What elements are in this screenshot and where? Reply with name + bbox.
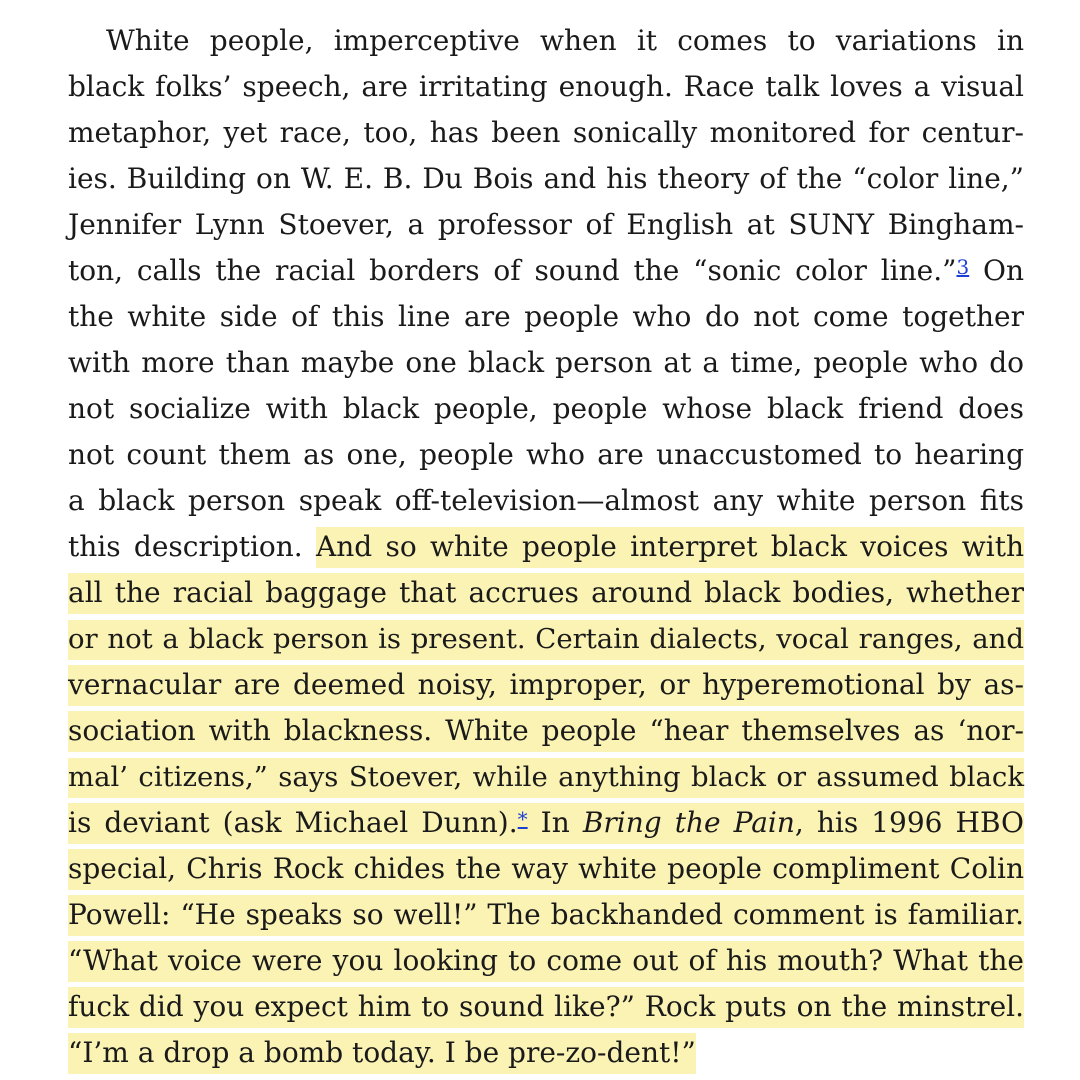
text-run: metaphor, yet race, too, has been sonically monitored for centur- [68,116,1024,149]
highlighted-text[interactable]: Powell: “He speaks so well!” The backhanded comment is familiar. [68,895,1024,936]
highlighted-text[interactable] [68,803,1024,844]
text-line [68,984,1024,1030]
text-line [68,294,1024,340]
text-run: black folks’ speech, are irritating enough. Race talk loves a visual [68,70,1024,103]
text-run: , his 1996 HBO [794,806,1024,839]
highlighted-text[interactable]: vernacular are deemed noisy, improper, or hyperemotional by as- [68,665,1024,706]
text-line [68,64,1024,110]
text-line [68,156,1024,202]
book-page [68,18,1024,1076]
text-line [68,570,1024,616]
text-line [68,800,1024,846]
text-line [68,202,1024,248]
highlighted-text[interactable]: “What voice were you looking to come out of his mouth? What the [68,941,1024,982]
highlighted-text[interactable]: sociation with blackness. White people “hear themselves as ‘nor- [68,711,1024,752]
text-line [68,432,1024,478]
text-run: ies. Building on W. E. B. Du Bois and his theory of the “color line,” [68,162,1024,195]
text-run: not count them as one, people who are unaccustomed to hearing [68,438,1024,471]
highlighted-text[interactable]: mal’ citizens,” says Stoever, while anything black or assumed black [68,758,1024,798]
text-run: On [969,254,1024,287]
text-run: Jennifer Lynn Stoever, a professor of English at SUNY Bingham- [68,208,1024,241]
text-line [68,524,1024,570]
text-run: ton, calls the racial borders of sound the “sonic color line.” [68,254,957,287]
highlighted-text[interactable]: And so white people interpret black voices with [316,527,1024,568]
text-run: the white side of this line are people who do not come together [68,300,1024,333]
text-line [68,340,1024,386]
text-run: White people, imperceptive when it comes to variations in [106,24,1024,57]
text-line [68,892,1024,938]
text-line [68,938,1024,984]
text-line [68,110,1024,156]
text-line [68,1030,1024,1076]
text-line [68,248,1024,294]
text-run: is deviant (ask Michael Dunn). [68,806,518,839]
text-line [68,846,1024,892]
footnote-link-star[interactable]: * [517,807,528,831]
highlighted-text[interactable]: or not a black person is present. Certain dialects, vocal ranges, and [68,620,1024,660]
text-line [68,386,1024,432]
highlighted-text[interactable]: “I’m a drop a bomb today. I be pre-zo-dent!” [68,1033,696,1074]
text-line [68,478,1024,524]
footnote-link-3[interactable]: 3 [956,255,970,279]
text-line [68,662,1024,708]
highlighted-text[interactable]: special, Chris Rock chides the way white people compliment Colin [68,849,1024,890]
text-run: this description. [68,530,316,563]
italic-title: Bring the Pain [582,806,795,839]
highlighted-text[interactable]: fuck did you expect him to sound like?” Rock puts on the minstrel. [68,987,1024,1028]
text-run: In [527,806,583,839]
text-line [68,708,1024,754]
text-line [68,18,1024,64]
text-run: not socialize with black people, people whose black friend does [68,392,1024,425]
highlighted-text[interactable]: all the racial baggage that accrues around black bodies, whether [68,573,1024,614]
text-run: with more than maybe one black person at a time, people who do [68,346,1024,379]
text-line [68,616,1024,662]
text-line [68,754,1024,800]
text-run: a black person speak off-television—almost any white person fits [68,484,1024,517]
